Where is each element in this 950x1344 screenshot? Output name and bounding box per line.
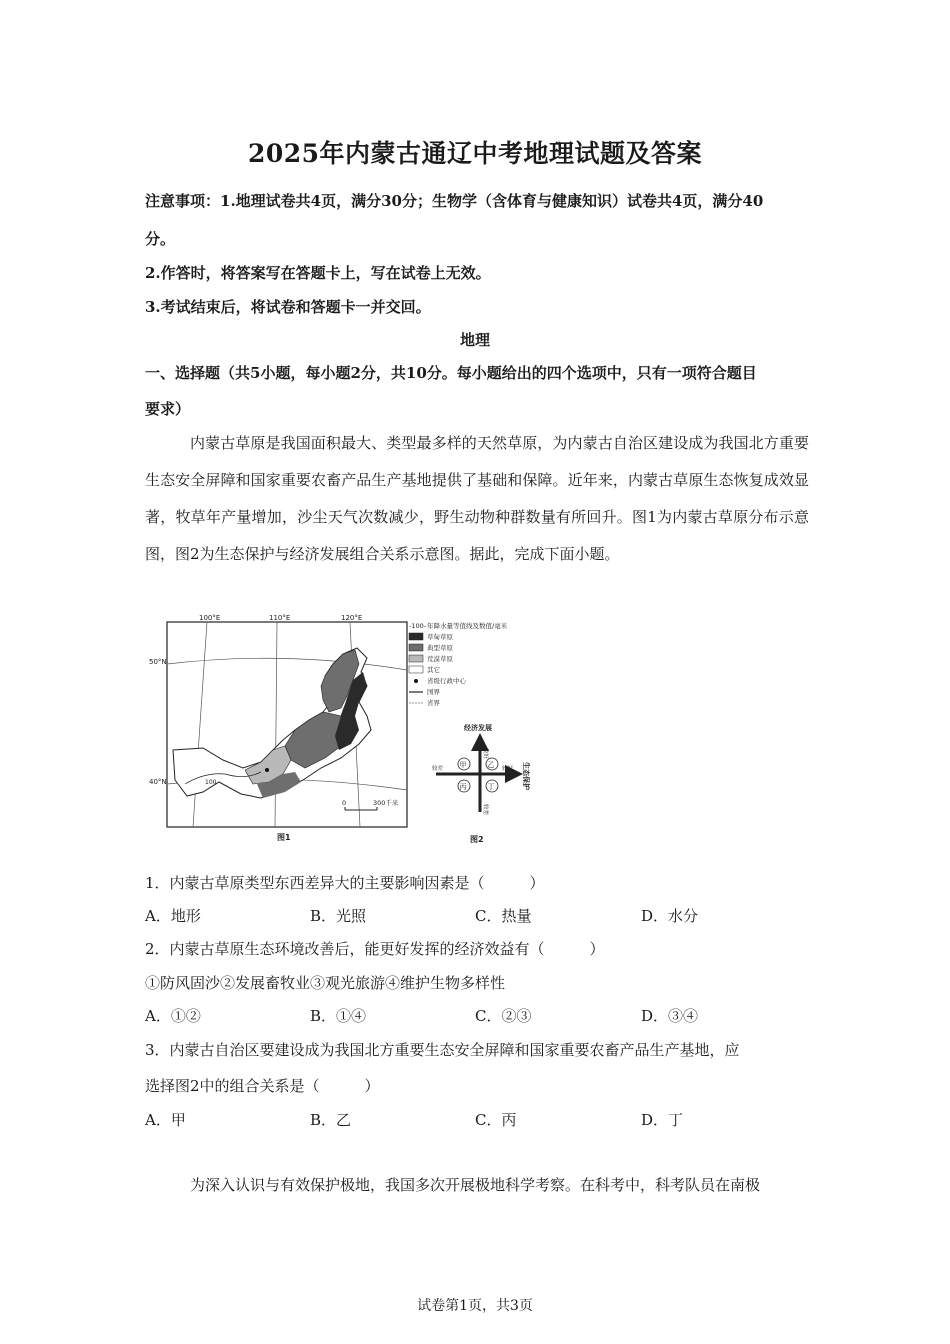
lon-label-120: 120°E [341,614,363,622]
legend-capital: 省级行政中心 [427,677,466,685]
x-better-label: 较好 [502,766,514,772]
scale-zero: 0 [342,799,347,807]
page-title: 2025年内蒙古通辽中考地理试题及答案 [247,139,703,168]
section-heading-line-2: 要求） [145,400,191,418]
q2-option-a: A．①② [145,1007,201,1025]
question-2-items: ①防风固沙②发展畜牧业③观光旅游④维护生物多样性 [145,974,506,992]
notice-line-1: 注意事项：1.地理试卷共4页，满分30分；生物学（含体育与健康知识）试卷共4页，满分40 [145,192,764,210]
question-2-stem: 2．内蒙古草原生态环境改善后，能更好发挥的经济效益有（ ） [145,940,605,958]
quadrant-jia: 甲 [459,761,467,769]
figure-2-caption: 图2 [470,835,484,844]
question-3-stem: 3．内蒙古自治区要建设成为我国北方重要生态安全屏障和国家重要农畜产品生产基地，应 [145,1041,740,1059]
legend-typical: 典型草原 [427,644,453,652]
legend-meadow: 草甸草原 [427,633,453,641]
y-axis-label: 经济发展 [464,724,492,732]
legend-desert: 荒漠草原 [427,655,453,663]
subject-heading: 地理 [459,331,490,349]
legend-swatch-meadow [409,633,423,640]
q1-option-c: C．热量 [475,907,532,925]
provincial-capital-dot [265,768,269,772]
y-better-label: 较好 [482,748,488,760]
next-intro-paragraph: 为深入认识与有效保护极地，我国多次开展极地科学考察。在科考中，科考队员在南极 [190,1176,761,1194]
map-frame [167,622,407,827]
lon-label-110: 110°E [269,614,291,622]
notice-line-3: 3.考试结束后，将试卷和答题卡一并交回。 [145,298,431,316]
legend-swatch-desert [409,655,423,662]
q3-option-b: B．乙 [310,1111,352,1129]
q2-option-b: B．①④ [310,1007,367,1025]
lon-label-100: 100°E [199,614,221,622]
q2-option-c: C．②③ [475,1007,532,1025]
quadrant-ding: 丁 [487,783,495,791]
y-worse-label: 较差 [482,804,488,816]
question-3-stem-cont: 选择图2中的组合关系是（ ） [145,1077,380,1095]
legend-national-border: 国界 [427,688,440,696]
q3-option-d: D．丁 [641,1111,684,1129]
isoline-label: 100 [205,779,217,786]
legend-other: 其它 [427,666,440,674]
map-legend [409,621,508,707]
q3-option-a: A．甲 [145,1111,186,1129]
legend-swatch-other [409,666,423,673]
legend-province-border: 省界 [427,699,440,707]
x-worse-label: 较差 [432,766,444,772]
figure-2-diagram [428,722,538,847]
legend-capital-symbol [414,679,418,683]
legend-isoline: 年降水量等值线及数值/毫米 [427,622,508,630]
section-heading-line-1: 一、选择题（共5小题，每小题2分，共10分。每小题给出的四个选项中，只有一项符合题目 [145,364,757,382]
q2-option-d: D．③④ [641,1007,699,1025]
legend-swatch-typical [409,644,423,651]
intro-paragraph: 内蒙古草原是我国面积最大、类型最多样的天然草原，为内蒙古自治区建设成为我国北方重要生态安全屏障和国家重要农畜产品生产基地提供了基础和保障。近年来，内蒙古草原生态恢复成效显著，牧草年产量增加，沙尘天气次数减少，野生动物种群数量有所回升。图1为内蒙古草原分布示意图，图2为生态保护与经济发展组合关系示意图。据此，完成下面小题。 [145,434,809,563]
notice-line-2: 2.作答时，将答案写在答题卡上，写在试卷上无效。 [145,264,491,282]
q1-option-b: B．光照 [310,907,367,925]
page-footer: 试卷第1页，共3页 [417,1298,533,1314]
q1-option-d: D．水分 [641,907,699,925]
scale-label: 300千米 [373,799,399,807]
q1-option-a: A．地形 [145,907,201,925]
notice-line-1b: 分。 [145,230,176,248]
legend-isoline-symbol: -100- [409,622,427,630]
lat-label-40: 40°N [149,778,167,786]
q3-option-c: C．丙 [475,1111,517,1129]
quadrant-yi: 乙 [487,761,495,769]
x-axis-label: 生态保护 [522,762,530,790]
question-1-stem: 1．内蒙古草原类型东西差异大的主要影响因素是（ ） [145,874,545,892]
figure-1-caption: 图1 [277,833,291,842]
lat-label-50: 50°N [149,658,167,666]
quadrant-bing: 丙 [459,783,467,791]
